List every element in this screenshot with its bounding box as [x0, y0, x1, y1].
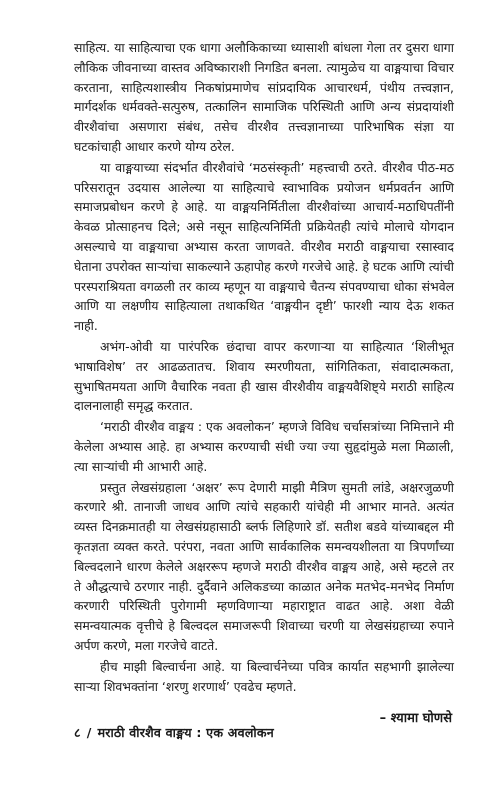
paragraph-3: अभंग-ओवी या पारंपरिक छंदाचा वापर करणाऱ्या या साहित्यात ‘शिलीभूत भाषाविशेष’ तर आढळतातच. शिवाय स्मरणीयता, सांगितिकता, संवादात्मकता, सुभाषितमयता आणि वैचारिक नवता ही खास वीरशैवीय वाङ्मयवैशिष्ट्ये मराठी साहित्य दालनालाही समृद्ध करतात. — [74, 338, 454, 414]
paragraph-1: साहित्य. या साहित्याचा एक धागा अलौकिकाच्या ध्यासाशी बांधला गेला तर दुसरा धागा लौकिक जीवनाच्या वास्तव अविष्काराशी निगडित बनला. त्यामुळेच या वाङ्मयाचा विचार करताना, साहित्यशास्त्रीय निकषांप्रमाणेच सांप्रदायिक आचारधर्म, पंथीय तत्त्वज्ञान, मार्गदर्शक धर्मवक्ते-सत्पुरुष, तत्कालिन सामाजिक परिस्थिती आणि अन्य संप्रदायांशी वीरशैवांचा असणारा संबंध, तसेच वीरशैव तत्त्वज्ञानाच्या पारिभाषिक संज्ञा या घटकांचाही आधार करणे योग्य ठरेल. — [74, 40, 454, 154]
paragraph-4: ‘मराठी वीरशैव वाङ्मय : एक अवलोकन’ म्हणजे विविध चर्चासत्रांच्या निमित्ताने मी केलेला अभ्यास आहे. हा अभ्यास करण्याची संधी ज्या ज्या सुहृदांमुळे मला मिळाली, त्या साऱ्यांची मी आभारी आहे. — [74, 419, 454, 474]
paragraph-5: प्रस्तुत लेखसंग्रहाला ‘अक्षर’ रूप देणारी माझी मैत्रिण सुमती लांडे, अक्षरजुळणी करणारे श्री. तानाजी जाधव आणि त्यांचे सहकारी यांचेही मी आभार मानते. अत्यंत व्यस्त दिनक्रमातही या लेखसंग्रहासाठी ब्लर्फ लिहिणारे डॉ. सतीश बडवे यांच्याबद्दल मी कृतज्ञता व्यक्त करते. परंपरा, नवता आणि सार्वकालिक समन्वयशीलता या त्रिपर्णांच्या बिल्वदलाने धारण केलेले अक्षररूप म्हणजे मराठी वीरशैव वाङ्मय आहे, असे म्हटले तर ते औद्धत्याचे ठरणार नाही. दुर्दैवाने अलिकडच्या काळात अनेक मतभेद-मनभेद निर्माण करणारी परिस्थिती पुरोगामी म्हणविणाऱ्या महाराष्ट्रात वाढत आहे. अशा वेळी समन्वयात्मक वृत्तीचे हे बिल्वदल समाजरूपी शिवाच्या चरणी या लेखसंग्रहाच्या रुपाने अर्पण करणे, मला गरजेचे वाटते. — [74, 479, 454, 653]
page-number: ८ — [74, 725, 81, 740]
footer-separator: / — [86, 725, 92, 740]
author-signature: – श्यामा घोणसे — [379, 711, 452, 727]
paragraph-6: हीच माझी बिल्वार्चना आहे. या बिल्वार्चनेच्या पवित्र कार्यात सहभागी झालेल्या साऱ्या शिवभक्तांना ‘शरणु शरणार्थ’ एवढेच म्हणते. — [74, 658, 454, 694]
footer-book-title: मराठी वीरशैव वाङ्मय : एक अवलोकन — [97, 725, 274, 740]
paragraph-2: या वाङ्मयाच्या संदर्भात वीरशैवांचे ‘मठसंस्कृती’ महत्त्वाची ठरते. वीरशैव पीठ-मठ परिसरातून उदयास आलेल्या या साहित्याचे स्वाभाविक प्रयोजन धर्मप्रवर्तन आणि समाजप्रबोधन करणे हे आहे. या वाङ्मयनिर्मितीला वीरशैवांच्या आचार्य-मठाधिपतींनी केवळ प्रोत्साहनच दिले; असे नसून साहित्यनिर्मिती प्रक्रियेतही त्यांचे मोलाचे योगदान असल्याचे या वाङ्मयाचा अभ्यास करता जाणवते. वीरशैव मराठी वाङ्मयाचा रसास्वाद घेताना उपरोक्त साऱ्यांचा साकल्याने ऊहापोह करणे गरजेचे आहे. हे घटक आणि त्यांची परस्पराश्रियता वगळली तर काव्य म्हणून या वाङ्मयाचे चैतन्य संपवण्याचा धोका संभवेल आणि या लक्षणीय साहित्याला तथाकथित ‘वाङ्मयीन दृष्टी’ फारशी न्याय देऊ शकत नाही. — [74, 159, 454, 334]
page-footer — [74, 724, 274, 741]
